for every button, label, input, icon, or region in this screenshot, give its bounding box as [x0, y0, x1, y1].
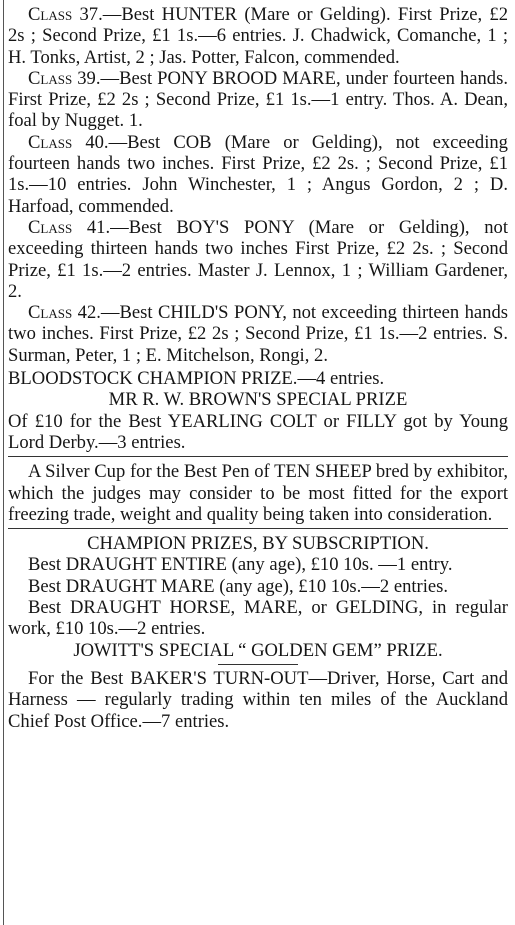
brown-prize-heading: MR R. W. BROWN'S SPECIAL PRIZE — [108, 389, 408, 411]
class-text: —Best HUNTER (Mare or Gelding). First Prize, £2 2s ; Second Prize, £1 1s.—6 entries. J. Chadwick, Comanche, 1 ; H. Tonks, Artist, 2 ; Jas. Potter, Falcon, commended. — [8, 4, 508, 68]
newspaper-column — [8, 4, 508, 732]
class-label: Class 37. — [28, 4, 103, 25]
class-text: —Best COB (Mare or Gelding), not exceeding fourteen hands two inches. First Prize, £2 2s. ; Second Prize, £1 1s.—10 entries. John Winchester, 1 ; Angus Gordon, 2 ; D. Harfoad, commended. — [8, 131, 508, 217]
column-rule — [3, 0, 4, 925]
class-text: —Best CHILD'S PONY, not exceeding thirteen hands two inches. First Prize, £2 2s ; Second Prize, £1 1s.—2 entries. S. Surman, Peter, 1 ; E. Mitchelson, Rongi, 2. — [8, 302, 508, 366]
class-39-entry — [8, 68, 508, 132]
divider — [8, 456, 508, 457]
champion-item: Best DRAUGHT ENTIRE (any age), £10 10s. —1 entry. — [28, 554, 453, 576]
jowitt-heading: JOWITT'S SPECIAL “ GOLDEN GEM” PRIZE. — [73, 639, 443, 661]
short-divider — [218, 664, 298, 665]
class-41-entry — [8, 217, 508, 302]
champion-item: Best DRAUGHT MARE (any age), £10 10s.—2 entries. — [28, 575, 449, 597]
class-42-entry — [8, 302, 508, 366]
silver-cup-text: A Silver Cup for the Best Pen of TEN SHEEP bred by exhibitor, which the judges may consider to be most fitted for the export freezing trade, weight and quality being taken into consideration. — [8, 461, 508, 525]
class-37-entry — [8, 4, 508, 68]
divider — [8, 528, 508, 529]
class-text: —Best PONY BROOD MARE, under fourteen hands. First Prize, £2 2s ; Second Prize, £1 1s.—1 entry. Thos. A. Dean, foal by Nugget. 1. — [8, 67, 508, 132]
bloodstock-prize: BLOODSTOCK CHAMPION PRIZE.—4 entries. — [8, 368, 385, 390]
jowitt-text: For the Best BAKER'S TURN-OUT—Driver, Horse, Cart and Harness — regularly trading within ten miles of the Auckland Chief Post Office.—7 entries. — [8, 667, 508, 732]
class-text: —Best BOY'S PONY (Mare or Gelding), not exceeding thirteen hands two inches First Prize, £2 2s. ; Second Prize, £1 1s.—2 entries. Master J. Lennox, 1 ; William Gardener, 2. — [8, 216, 508, 302]
brown-prize-text: Of £10 for the Best YEARLING COLT or FILLY got by Young Lord Derby.—3 entries. — [8, 410, 508, 453]
class-label: Class 39. — [28, 67, 101, 89]
champion-heading: CHAMPION PRIZES, BY SUBSCRIPTION. — [87, 533, 429, 555]
champion-item: Best DRAUGHT HORSE, MARE, or GELDING, in regular work, £10 10s.—2 entries. — [8, 597, 508, 640]
class-label: Class 41. — [28, 216, 111, 238]
class-label: Class 42. — [28, 302, 101, 324]
class-label: Class 40. — [28, 131, 109, 153]
class-40-entry — [8, 132, 508, 217]
